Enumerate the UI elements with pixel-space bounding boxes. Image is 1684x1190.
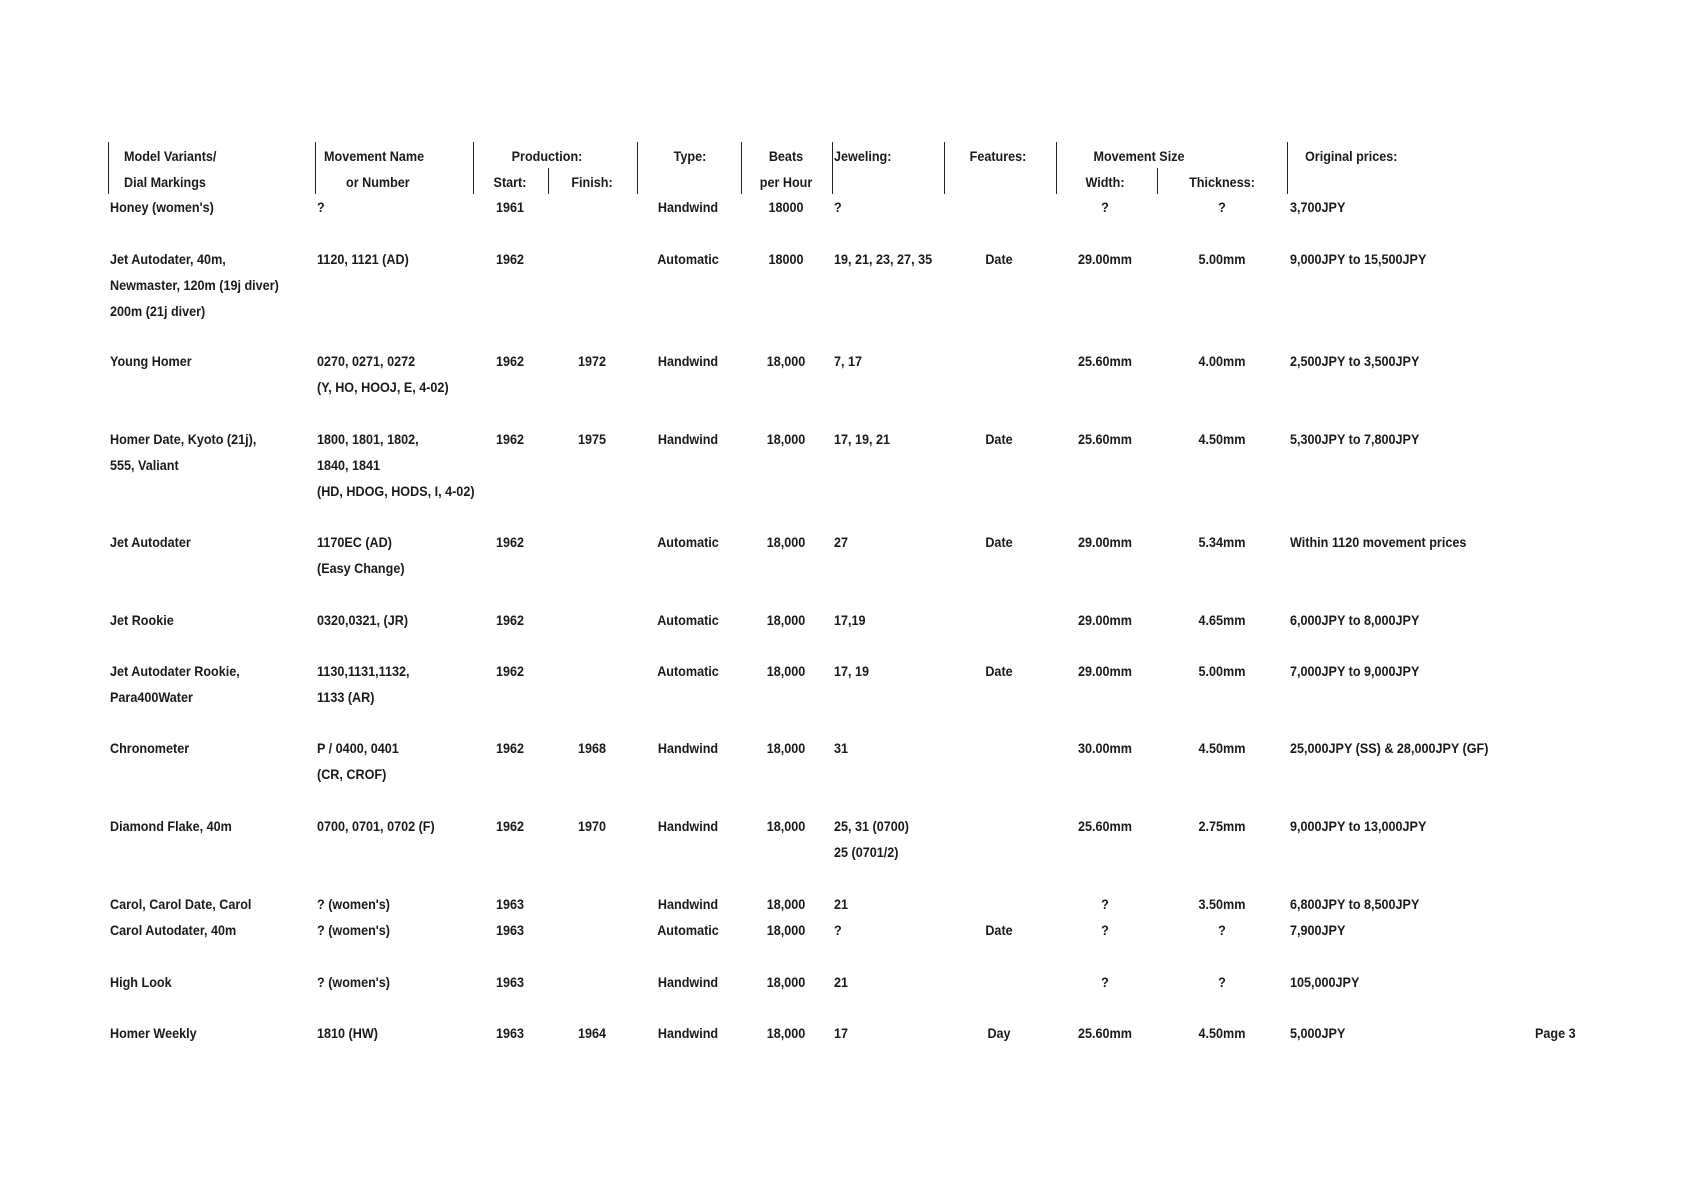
row-4-model: 555, Valiant — [110, 457, 179, 473]
row-11-movement: ? (women's) — [317, 922, 390, 938]
row-9-finish: 1970 — [577, 818, 607, 834]
row-13-beats: 18,000 — [766, 1025, 806, 1041]
row-2-beats: 18000 — [768, 251, 804, 267]
row-13-model: Homer Weekly — [110, 1025, 197, 1041]
row-12-type: Handwind — [657, 974, 719, 990]
header-width: Width: — [1085, 174, 1125, 190]
page-number: Page 3 — [1535, 1025, 1576, 1041]
row-9-start: 1962 — [495, 818, 525, 834]
row-12-width: ? — [1101, 974, 1109, 990]
row-7-model: Para400Water — [110, 689, 193, 705]
row-8-width: 30.00mm — [1078, 740, 1132, 756]
header-finish: Finish: — [571, 174, 613, 190]
header-divider — [637, 142, 638, 194]
row-6-model: Jet Rookie — [110, 612, 174, 628]
row-3-movement: (Y, HO, HOOJ, E, 4-02) — [317, 379, 449, 395]
header-divider — [473, 142, 474, 194]
row-8-type: Handwind — [657, 740, 719, 756]
row-13-features: Day — [987, 1025, 1011, 1041]
row-10-start: 1963 — [495, 896, 525, 912]
header-start: Start: — [493, 174, 527, 190]
row-11-type: Automatic — [657, 922, 719, 938]
row-10-width: ? — [1101, 896, 1109, 912]
row-3-jeweling: 7, 17 — [834, 353, 863, 369]
row-4-movement: 1840, 1841 — [317, 457, 381, 473]
row-3-price: 2,500JPY to 3,500JPY — [1290, 353, 1420, 369]
row-11-model: Carol Autodater, 40m — [110, 922, 237, 938]
row-2-type: Automatic — [657, 251, 719, 267]
row-4-beats: 18,000 — [766, 431, 806, 447]
row-10-thickness: 3.50mm — [1198, 896, 1246, 912]
header-beats: Beats — [768, 148, 804, 164]
row-13-thickness: 4.50mm — [1198, 1025, 1246, 1041]
header-divider — [1287, 142, 1288, 194]
row-3-start: 1962 — [495, 353, 525, 369]
row-10-jeweling: 21 — [834, 896, 849, 912]
row-5-beats: 18,000 — [766, 534, 806, 550]
row-4-finish: 1975 — [577, 431, 607, 447]
row-4-model: Homer Date, Kyoto (21j), — [110, 431, 257, 447]
row-11-features: Date — [985, 922, 1013, 938]
header-or-number: or Number — [346, 174, 410, 190]
row-12-price: 105,000JPY — [1290, 974, 1360, 990]
row-7-model: Jet Autodater Rookie, — [110, 663, 240, 679]
row-5-type: Automatic — [657, 534, 719, 550]
header-type: Type: — [673, 148, 707, 164]
row-4-price: 5,300JPY to 7,800JPY — [1290, 431, 1420, 447]
row-8-beats: 18,000 — [766, 740, 806, 756]
header-model-variants: Model Variants/ — [124, 148, 217, 164]
header-movement-size: Movement Size — [1093, 148, 1185, 164]
row-12-thickness: ? — [1218, 974, 1226, 990]
row-6-beats: 18,000 — [766, 612, 806, 628]
header-divider — [1056, 142, 1057, 194]
row-6-movement: 0320,0321, (JR) — [317, 612, 409, 628]
row-2-features: Date — [985, 251, 1013, 267]
row-1-price: 3,700JPY — [1290, 199, 1346, 215]
row-8-model: Chronometer — [110, 740, 190, 756]
row-13-movement: 1810 (HW) — [317, 1025, 378, 1041]
row-6-jeweling: 17,19 — [834, 612, 866, 628]
row-7-start: 1962 — [495, 663, 525, 679]
row-13-jeweling: 17 — [834, 1025, 849, 1041]
row-6-width: 29.00mm — [1078, 612, 1132, 628]
row-11-beats: 18,000 — [766, 922, 806, 938]
row-7-features: Date — [985, 663, 1013, 679]
row-12-jeweling: 21 — [834, 974, 849, 990]
row-6-thickness: 4.65mm — [1198, 612, 1246, 628]
row-9-width: 25.60mm — [1078, 818, 1132, 834]
row-2-model: Jet Autodater, 40m, — [110, 251, 226, 267]
row-5-features: Date — [985, 534, 1013, 550]
row-5-jeweling: 27 — [834, 534, 849, 550]
row-4-thickness: 4.50mm — [1198, 431, 1246, 447]
header-divider — [1157, 168, 1158, 194]
row-3-thickness: 4.00mm — [1198, 353, 1246, 369]
row-10-type: Handwind — [657, 896, 719, 912]
header-divider — [832, 142, 833, 194]
row-7-type: Automatic — [657, 663, 719, 679]
row-1-model: Honey (women's) — [110, 199, 214, 215]
row-2-model: 200m (21j diver) — [110, 303, 206, 319]
row-7-price: 7,000JPY to 9,000JPY — [1290, 663, 1420, 679]
row-8-price: 25,000JPY (SS) & 28,000JPY (GF) — [1290, 740, 1489, 756]
row-5-model: Jet Autodater — [110, 534, 191, 550]
row-12-beats: 18,000 — [766, 974, 806, 990]
row-6-type: Automatic — [657, 612, 719, 628]
row-12-start: 1963 — [495, 974, 525, 990]
row-4-movement: 1800, 1801, 1802, — [317, 431, 419, 447]
row-6-start: 1962 — [495, 612, 525, 628]
row-2-width: 29.00mm — [1078, 251, 1132, 267]
row-8-thickness: 4.50mm — [1198, 740, 1246, 756]
row-1-width: ? — [1101, 199, 1109, 215]
row-9-price: 9,000JPY to 13,000JPY — [1290, 818, 1427, 834]
row-8-movement: P / 0400, 0401 — [317, 740, 399, 756]
header-dial-markings: Dial Markings — [124, 174, 206, 190]
row-9-jeweling: 25 (0701/2) — [834, 844, 899, 860]
header-divider — [548, 168, 549, 194]
row-2-movement: 1120, 1121 (AD) — [317, 251, 409, 267]
row-7-jeweling: 17, 19 — [834, 663, 870, 679]
row-2-model: Newmaster, 120m (19j diver) — [110, 277, 279, 293]
row-2-jeweling: 19, 21, 23, 27, 35 — [834, 251, 933, 267]
row-3-beats: 18,000 — [766, 353, 806, 369]
row-8-finish: 1968 — [577, 740, 607, 756]
row-9-thickness: 2.75mm — [1198, 818, 1246, 834]
row-8-movement: (CR, CROF) — [317, 766, 387, 782]
row-9-type: Handwind — [657, 818, 719, 834]
row-9-model: Diamond Flake, 40m — [110, 818, 232, 834]
header-thickness: Thickness: — [1189, 174, 1255, 190]
row-4-type: Handwind — [657, 431, 719, 447]
row-12-model: High Look — [110, 974, 172, 990]
row-1-jeweling: ? — [834, 199, 842, 215]
row-5-price: Within 1120 movement prices — [1290, 534, 1467, 550]
header-jeweling: Jeweling: — [834, 148, 892, 164]
row-7-beats: 18,000 — [766, 663, 806, 679]
row-9-movement: 0700, 0701, 0702 (F) — [317, 818, 435, 834]
row-8-jeweling: 31 — [834, 740, 849, 756]
row-1-beats: 18000 — [768, 199, 804, 215]
row-1-type: Handwind — [657, 199, 719, 215]
row-11-price: 7,900JPY — [1290, 922, 1346, 938]
row-5-movement: 1170EC (AD) — [317, 534, 392, 550]
header-movement-name: Movement Name — [324, 148, 425, 164]
row-9-beats: 18,000 — [766, 818, 806, 834]
row-11-thickness: ? — [1218, 922, 1226, 938]
row-3-finish: 1972 — [577, 353, 607, 369]
row-4-start: 1962 — [495, 431, 525, 447]
row-1-thickness: ? — [1218, 199, 1226, 215]
header-per-hour: per Hour — [759, 174, 813, 190]
row-9-jeweling: 25, 31 (0700) — [834, 818, 909, 834]
header-divider — [108, 142, 109, 194]
header-original-prices: Original prices: — [1305, 148, 1398, 164]
row-13-start: 1963 — [495, 1025, 525, 1041]
header-divider — [944, 142, 945, 194]
header-production: Production: — [511, 148, 583, 164]
row-3-model: Young Homer — [110, 353, 192, 369]
row-13-finish: 1964 — [577, 1025, 607, 1041]
row-5-start: 1962 — [495, 534, 525, 550]
row-7-movement: 1130,1131,1132, — [317, 663, 410, 679]
row-4-jeweling: 17, 19, 21 — [834, 431, 891, 447]
row-5-movement: (Easy Change) — [317, 560, 405, 576]
row-4-features: Date — [985, 431, 1013, 447]
row-2-price: 9,000JPY to 15,500JPY — [1290, 251, 1427, 267]
row-11-width: ? — [1101, 922, 1109, 938]
row-4-width: 25.60mm — [1078, 431, 1132, 447]
row-7-thickness: 5.00mm — [1198, 663, 1246, 679]
row-2-thickness: 5.00mm — [1198, 251, 1246, 267]
row-2-start: 1962 — [495, 251, 525, 267]
row-3-type: Handwind — [657, 353, 719, 369]
row-10-beats: 18,000 — [766, 896, 806, 912]
row-10-movement: ? (women's) — [317, 896, 390, 912]
row-5-width: 29.00mm — [1078, 534, 1132, 550]
row-7-width: 29.00mm — [1078, 663, 1132, 679]
row-12-movement: ? (women's) — [317, 974, 390, 990]
header-features: Features: — [969, 148, 1027, 164]
row-11-jeweling: ? — [834, 922, 842, 938]
row-3-movement: 0270, 0271, 0272 — [317, 353, 416, 369]
header-divider — [315, 142, 316, 194]
row-11-start: 1963 — [495, 922, 525, 938]
row-7-movement: 1133 (AR) — [317, 689, 375, 705]
row-1-movement: ? — [317, 199, 325, 215]
row-3-width: 25.60mm — [1078, 353, 1132, 369]
row-1-start: 1961 — [495, 199, 525, 215]
row-13-price: 5,000JPY — [1290, 1025, 1346, 1041]
row-4-movement: (HD, HDOG, HODS, I, 4-02) — [317, 483, 475, 499]
row-13-width: 25.60mm — [1078, 1025, 1132, 1041]
row-10-price: 6,800JPY to 8,500JPY — [1290, 896, 1420, 912]
row-13-type: Handwind — [657, 1025, 719, 1041]
header-divider — [741, 142, 742, 194]
row-6-price: 6,000JPY to 8,000JPY — [1290, 612, 1420, 628]
row-8-start: 1962 — [495, 740, 525, 756]
row-5-thickness: 5.34mm — [1198, 534, 1246, 550]
row-10-model: Carol, Carol Date, Carol — [110, 896, 252, 912]
